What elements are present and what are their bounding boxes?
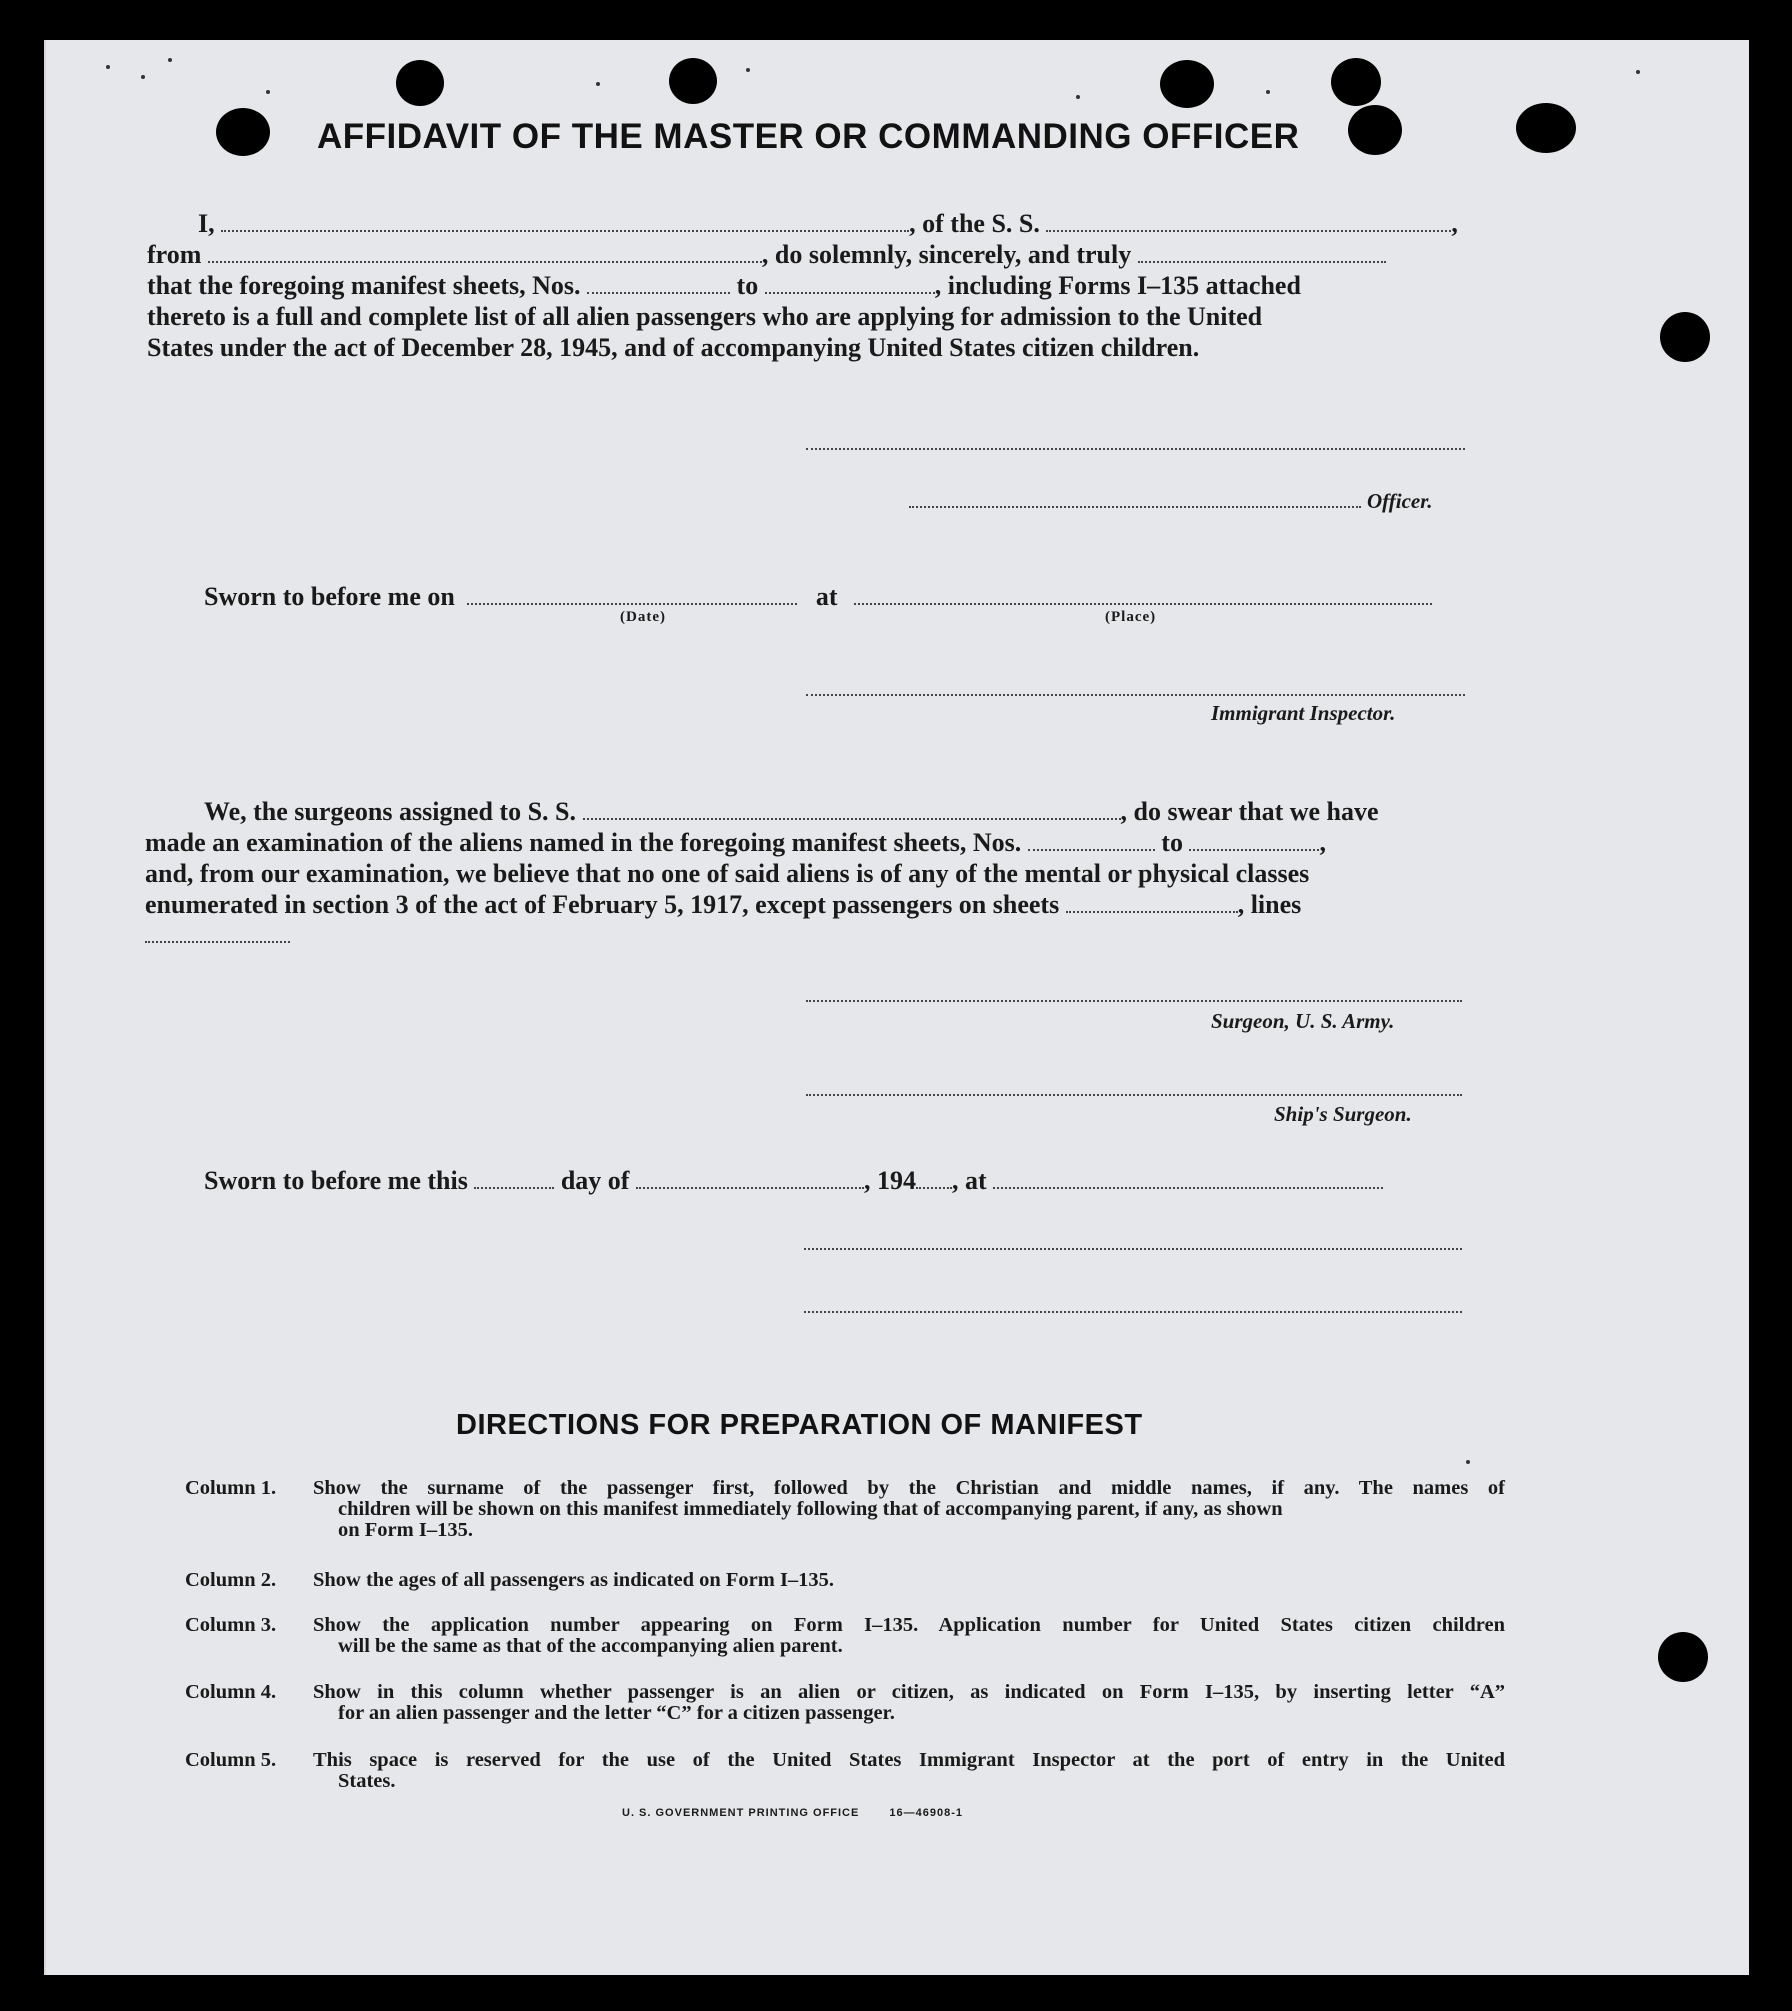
sworn-line-1 xyxy=(204,581,1432,612)
punch-hole xyxy=(216,108,270,156)
sworn-day-field[interactable] xyxy=(474,1169,554,1189)
lines-field[interactable] xyxy=(145,941,290,943)
speck xyxy=(1466,1460,1470,1464)
punch-hole xyxy=(1660,312,1710,362)
direction-line: Show the ages of all passengers as indicated on Form I–135. xyxy=(313,1569,835,1591)
sworn2-text-b: day of xyxy=(560,1166,630,1195)
affidavit-line-5: States under the act of December 28, 1945, and of accompanying United States citizen children. xyxy=(147,333,1200,362)
speck xyxy=(168,58,172,62)
direction-line: for an alien passenger and the letter “C” for a citizen passenger. xyxy=(338,1702,895,1724)
surgeons-sheets-to-field[interactable] xyxy=(1189,831,1319,851)
direction-label: Column 2. xyxy=(185,1569,277,1591)
punch-hole xyxy=(1348,105,1402,155)
ship-name-field[interactable] xyxy=(1046,212,1451,232)
affidavit-line1-a: I, xyxy=(198,209,215,238)
speck xyxy=(746,68,750,72)
direction-line: Show in this column whether passenger is an alien or citizen, as indicated on Form I–135, by inserting letter “A” xyxy=(313,1681,1505,1703)
surgeons-line-2 xyxy=(145,827,1326,858)
affidavit-line3-b: to xyxy=(736,271,759,300)
direction-text xyxy=(313,1478,1505,1541)
surgeons-sheets-from-field[interactable] xyxy=(1028,831,1155,851)
direction-line: children will be shown on this manifest immediately following that of accompanying parent, if any, as shown xyxy=(338,1498,1283,1520)
direction-text xyxy=(313,1682,1505,1724)
direction-text xyxy=(313,1570,1505,1591)
officer-caption: Officer. xyxy=(1367,489,1433,513)
army-surgeon-caption: Surgeon, U. S. Army. xyxy=(1211,1009,1395,1033)
printer-footer xyxy=(622,1807,963,1819)
sworn2-text-c: , 194 xyxy=(863,1166,916,1195)
speck xyxy=(1266,90,1270,94)
surgeons-line-4 xyxy=(145,889,1301,920)
affidavit-line3-a: that the foregoing manifest sheets, Nos. xyxy=(147,271,581,300)
sworn2-text-d: , at xyxy=(951,1166,987,1195)
form-code: 16—46908-1 xyxy=(889,1807,964,1819)
affidavit-line2-b: , do solemnly, sincerely, and truly xyxy=(761,240,1132,269)
punch-hole xyxy=(1160,60,1214,108)
punch-hole xyxy=(396,60,444,106)
sworn-line-2 xyxy=(204,1165,1383,1196)
affidavit-title: AFFIDAVIT OF THE MASTER OR COMMANDING OFFICER xyxy=(317,117,1300,156)
speck xyxy=(266,90,270,94)
officer-signature-line[interactable] xyxy=(806,448,1465,450)
affidavit-line-1 xyxy=(198,208,1458,239)
inspector-caption: Immigrant Inspector. xyxy=(1211,701,1396,725)
sworn1-text-a: Sworn to before me on xyxy=(204,582,455,611)
sworn-year-field[interactable] xyxy=(916,1169,952,1189)
punch-hole xyxy=(1658,1632,1708,1682)
direction-line: on Form I–135. xyxy=(338,1519,473,1541)
surgeons-ship-field[interactable] xyxy=(583,800,1121,820)
affidavit-line1-c: , xyxy=(1451,209,1458,238)
except-sheets-field[interactable] xyxy=(1066,893,1238,913)
ship-surgeon-caption: Ship's Surgeon. xyxy=(1274,1102,1412,1126)
direction-line: Show the surname of the passenger first, followed by the Christian and middle names, if any. The names of xyxy=(313,1477,1505,1499)
army-surgeon-signature-line[interactable] xyxy=(806,1000,1462,1002)
surgeons-line2-b: to xyxy=(1161,828,1183,857)
direction-text xyxy=(313,1615,1505,1657)
direction-line: Show the application number appearing on Form I–135. Application number for United States citizen children xyxy=(313,1614,1505,1636)
affidavit-line1-b: , of the S. S. xyxy=(909,209,1040,238)
surgeons-line4-a: enumerated in section 3 of the act of February 5, 1917, except passengers on sheets xyxy=(145,890,1060,919)
speck xyxy=(596,82,600,86)
direction-label: Column 4. xyxy=(185,1681,277,1703)
sworn-month-field[interactable] xyxy=(636,1169,864,1189)
master-name-field[interactable] xyxy=(221,212,909,232)
direction-line: This space is reserved for the use of the United States Immigrant Inspector at the port of entry in the United xyxy=(313,1749,1505,1771)
surgeons-line-1 xyxy=(204,796,1379,827)
speck xyxy=(106,65,110,69)
sworn2-signature-line-2[interactable] xyxy=(804,1311,1462,1313)
affidavit-line2-a: from xyxy=(147,240,202,269)
affidavit-line-3 xyxy=(147,270,1301,301)
place-caption: (Place) xyxy=(1105,609,1157,625)
speck xyxy=(141,75,145,79)
sworn2-text-a: Sworn to before me this xyxy=(204,1166,468,1195)
sworn-date-field[interactable] xyxy=(467,585,797,605)
printer-name: U. S. GOVERNMENT PRINTING OFFICE xyxy=(622,1807,860,1819)
from-port-field[interactable] xyxy=(208,243,762,263)
affidavit-line-2 xyxy=(147,239,1386,270)
surgeons-line4-b: , lines xyxy=(1237,890,1302,919)
surgeons-line1-a: We, the surgeons assigned to S. S. xyxy=(204,797,576,826)
date-caption: (Date) xyxy=(620,609,666,625)
direction-label: Column 3. xyxy=(185,1614,277,1636)
direction-text xyxy=(313,1750,1505,1792)
document-page xyxy=(44,40,1749,1975)
inspector-signature-line[interactable] xyxy=(806,694,1465,696)
sworn2-place-field[interactable] xyxy=(993,1169,1383,1189)
punch-hole xyxy=(1331,58,1381,106)
surgeons-line1-b: , do swear that we have xyxy=(1120,797,1379,826)
ship-surgeon-signature-line[interactable] xyxy=(806,1094,1462,1096)
officer-title-line[interactable] xyxy=(909,506,1361,508)
directions-title: DIRECTIONS FOR PREPARATION OF MANIFEST xyxy=(456,1409,1143,1441)
affidavit-line-4: thereto is a full and complete list of all alien passengers who are applying for admission to the United xyxy=(147,302,1263,331)
surgeons-line2-a: made an examination of the aliens named in the foregoing manifest sheets, Nos. xyxy=(145,828,1022,857)
surgeons-line-3: and, from our examination, we believe that no one of said aliens is of any of the mental or physical classes xyxy=(145,859,1310,888)
direction-label: Column 5. xyxy=(185,1749,277,1771)
direction-line: will be the same as that of the accompanying alien parent. xyxy=(338,1635,843,1657)
surgeons-line2-c: , xyxy=(1319,828,1326,857)
direction-line: States. xyxy=(338,1770,396,1792)
affidavit-line3-c: , including Forms I–135 attached xyxy=(934,271,1301,300)
sworn-place-field[interactable] xyxy=(854,585,1432,605)
affirm-field[interactable] xyxy=(1138,243,1386,263)
direction-label: Column 1. xyxy=(185,1477,277,1499)
sworn1-text-b: at xyxy=(815,582,838,611)
sheets-to-field[interactable] xyxy=(765,274,935,294)
speck xyxy=(1636,70,1640,74)
sheets-from-field[interactable] xyxy=(587,274,730,294)
sworn2-signature-line-1[interactable] xyxy=(804,1248,1462,1250)
punch-hole xyxy=(669,58,717,104)
speck xyxy=(1076,95,1080,99)
punch-hole xyxy=(1516,103,1576,153)
